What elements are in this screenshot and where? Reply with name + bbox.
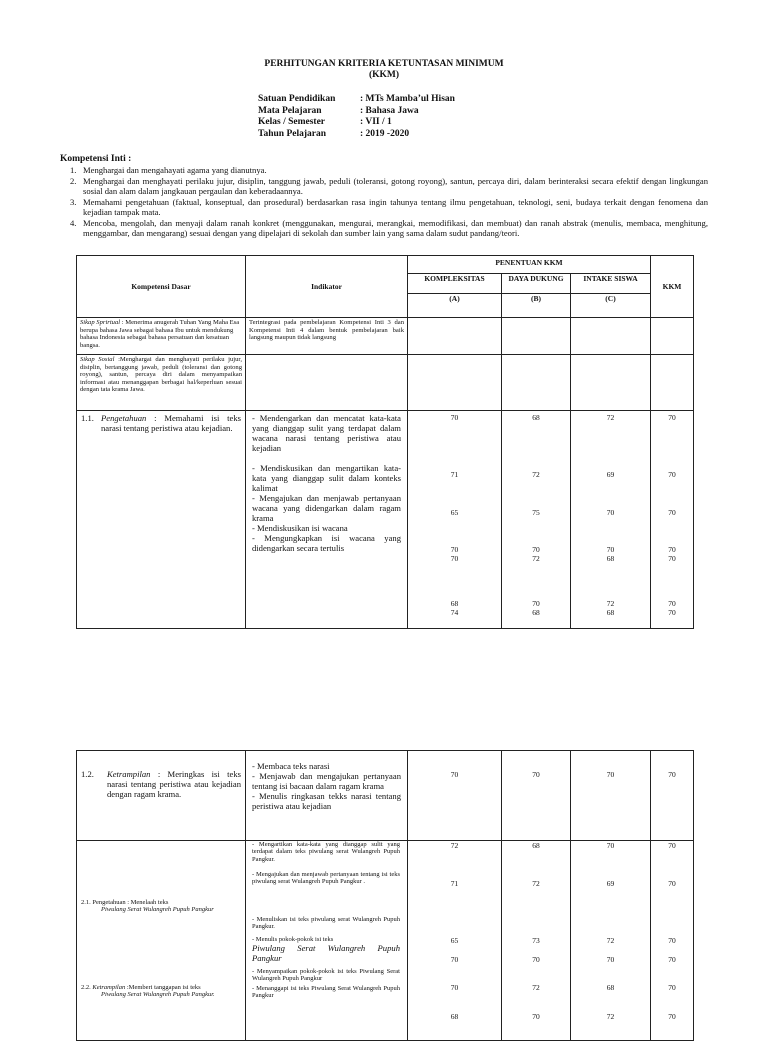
list-number: 4. xyxy=(70,217,77,228)
meta-key: Kelas / Semester xyxy=(258,117,326,127)
indicator-item: - Mengungkapkan isi wacana yang didengarkan secara tertulis xyxy=(252,533,401,553)
list-item xyxy=(60,197,708,218)
value-a: 65 xyxy=(450,508,459,517)
empty-cell xyxy=(651,318,694,355)
meta-value: : VII / 1 xyxy=(360,117,392,127)
value-c: 72 xyxy=(606,936,615,945)
indikator-2 xyxy=(246,841,408,1041)
values-daya-dukung xyxy=(502,411,571,629)
empty-cell xyxy=(571,318,651,355)
indicator-item: - Mendiskusikan isi wacana xyxy=(252,523,348,533)
value-b: 75 xyxy=(532,508,540,517)
col-header-daya-dukung: DAYA DUKUNG xyxy=(502,274,571,294)
values-kkm xyxy=(651,841,694,1041)
doc-meta xyxy=(258,94,455,140)
value-c: 72 xyxy=(606,413,615,422)
value-kkm: 70 xyxy=(668,983,676,992)
col-code-a: (A) xyxy=(408,294,502,318)
value-a: 70 xyxy=(450,554,459,563)
value-b: 70 xyxy=(532,599,540,608)
kd-content xyxy=(107,769,241,799)
indicator-item-big: Piwulang Serat Wulangreh Pupuh Pangkur xyxy=(252,943,400,963)
value-c: 69 xyxy=(606,470,615,479)
kd-text: 2.1. Pengetahuan : Menelaah teks xyxy=(81,899,169,906)
meta-key: Mata Pelajaran xyxy=(258,105,322,116)
kd-number: 1.2. xyxy=(81,769,94,779)
indicator-item: - Menanggapi isi teks Piwulang Serat Wulangreh Pupuh Pangkur xyxy=(252,985,400,1000)
kd-text: :Memberi tanggapan isi teks xyxy=(125,984,201,991)
value-b: 72 xyxy=(532,554,540,563)
indicator-item: - Membaca teks narasi xyxy=(252,761,330,771)
indicator-item: - Menyampaikan pokok-pokok isi teks Piwulang Serat Wulangreh Pupuh Pangkur xyxy=(252,968,400,983)
value-c: 69 xyxy=(606,879,615,888)
col-header-kd: Kompetensi Dasar xyxy=(77,256,246,318)
col-header-kompleksitas: KOMPLEKSITAS xyxy=(408,274,502,294)
value-kkm: 70 xyxy=(668,608,676,617)
kkm-table-2 xyxy=(76,750,694,1041)
value-c: 68 xyxy=(606,608,615,617)
value-a: 68 xyxy=(450,1012,459,1021)
empty-cell xyxy=(651,355,694,411)
value-a: 65 xyxy=(450,936,459,945)
indicator-item: - Menulis pokok-pokok isi teks xyxy=(252,936,334,943)
list-text: Menghargai dan mengahayati agama yang dianutnya. xyxy=(83,165,267,175)
value-b: 68 xyxy=(532,413,540,422)
kd-label: Ketrampilan xyxy=(107,769,151,779)
col-header-indikator: Indikator xyxy=(246,256,408,318)
value-a: 70 xyxy=(450,770,459,779)
indikator-1-1 xyxy=(246,411,408,629)
empty-cell xyxy=(502,355,571,411)
kd-text: : Meringkas isi teks narasi tentang peristiwa atau kejadian dengan ragam krama. xyxy=(107,769,241,799)
col-header-intake: INTAKE SISWA xyxy=(571,274,651,294)
value-c: 70 xyxy=(606,841,615,850)
value-c: 68 xyxy=(606,983,615,992)
value-c: 70 xyxy=(606,955,615,964)
meta-row xyxy=(258,106,455,118)
value-b: 70 xyxy=(532,770,540,779)
value-kkm: 70 xyxy=(668,545,676,554)
indicator-item: - Mendengarkan dan mencatat kata-kata yang dianggap sulit yang terdapat dalam wacana narasi tentang peristiwa atau kejadian xyxy=(252,413,401,453)
kd-1-2 xyxy=(77,751,246,841)
kd-label: Sikap Sprirtual xyxy=(80,319,121,326)
col-code-c: (C) xyxy=(571,294,651,318)
col-header-penentuan: PENENTUAN KKM xyxy=(408,256,651,274)
value-a: 71 xyxy=(450,879,459,888)
value-c: 68 xyxy=(606,554,615,563)
value-kkm: 70 xyxy=(668,955,676,964)
value-b: 70 xyxy=(532,955,540,964)
empty-cell xyxy=(246,355,408,411)
empty-cell xyxy=(408,318,502,355)
kd-row xyxy=(81,413,241,433)
indicator-item: - Mendiskusikan dan mengartikan kata-kata yang dianggap sulit dalam konteks kalimat xyxy=(252,463,401,493)
value-c: 70 xyxy=(606,770,615,779)
meta-key: Tahun Pelajaran xyxy=(258,128,327,139)
values-kompleksitas xyxy=(408,751,502,841)
value-a: 71 xyxy=(450,470,459,479)
value-kkm: 70 xyxy=(668,936,676,945)
meta-value: : Bahasa Jawa xyxy=(360,105,419,116)
list-number: 3. xyxy=(70,196,77,207)
value-b: 68 xyxy=(532,841,540,850)
value-b: 73 xyxy=(532,936,540,945)
kompetensi-inti-heading: Kompetensi Inti : xyxy=(60,154,132,164)
indicator-item: - Mengajukan dan menjawab pertanyaan wacana yang didengarkan dalam ragam krama xyxy=(252,493,401,523)
kd-row xyxy=(81,769,241,799)
value-c: 70 xyxy=(606,545,615,554)
indicator-item: - Menulis ringkasan tekks narasi tentang peristiwa atau kejadian xyxy=(252,791,401,811)
kd-text: : Memahami isi teks narasi tentang peristiwa atau kejadian. xyxy=(101,413,241,433)
value-a: 70 xyxy=(450,545,459,554)
value-b: 72 xyxy=(532,983,540,992)
value-b: 72 xyxy=(532,470,540,479)
col-code-b: (B) xyxy=(502,294,571,318)
kd-2-1-2-2 xyxy=(77,841,246,1041)
kd-text: : Menerima anugerah Tuhan Yang Maha Esa berupa bahasa Jawa sebagai bahasa Ibu untuk mendukung bahasa Indonesia sebagai bahasa persatuan dan kesatuan bangsa. xyxy=(80,319,240,349)
indicator-item: - Mengajukan dan menjawab pertanyaan tentang isi teks piwulang serat Wulangreh Pupuh Pangkur . xyxy=(252,871,400,886)
empty-cell xyxy=(408,355,502,411)
kd-content xyxy=(101,413,241,433)
empty-cell xyxy=(571,355,651,411)
value-kkm: 70 xyxy=(668,770,676,779)
values-intake xyxy=(571,411,651,629)
indikator-sikap-spiritual: Terintegrasi pada pembelajaran Kompetensi Inti 3 dan Kompetensi Inti 4 dalam bentuk pembelajaran baik langsung maupun tidak langsung xyxy=(246,318,408,355)
value-b: 70 xyxy=(532,1012,540,1021)
meta-key: Satuan Pendidikan xyxy=(258,94,336,104)
indicator-item: - Mengartikan kata-kata yang dianggap sulit yang terdapat dalam teks piwulang serat Wulangreh Pupuh Pangkur. xyxy=(252,841,400,863)
value-kkm: 70 xyxy=(668,841,676,850)
list-number: 2. xyxy=(70,175,77,186)
list-item xyxy=(60,176,708,197)
kd-1-1 xyxy=(77,411,246,629)
meta-value: : 2019 -2020 xyxy=(360,128,410,139)
value-c: 72 xyxy=(606,599,615,608)
col-header-kkm: KKM xyxy=(651,256,694,318)
kd-line xyxy=(81,984,241,991)
kd-label: Ketrampilan xyxy=(92,984,126,991)
kd-italic: Piwulang Serat Wulangreh Pupuh Pangkur. xyxy=(101,991,215,999)
value-kkm: 70 xyxy=(668,1012,676,1021)
values-kkm xyxy=(651,411,694,629)
doc-title: PERHITUNGAN KRITERIA KETUNTASAN MINIMUM xyxy=(264,59,504,69)
kd-text: :Menghargai dan menghayati perilaku jujur, disiplin, bertanggung jawab, peduli (toleransi dan gotong royong), santun, percaya diri dalam menyampaikan informasi atau menanggapan berbagai hal/keperluan sesuai dengan tata krama Jawa. xyxy=(80,356,242,394)
value-a: 72 xyxy=(450,841,459,850)
values-daya-dukung xyxy=(502,751,571,841)
kd-sikap-sosial xyxy=(77,355,246,411)
value-kkm: 70 xyxy=(668,554,676,563)
value-a: 70 xyxy=(450,413,459,422)
kd-label: Sikap Sosial xyxy=(80,356,115,363)
value-kkm: 70 xyxy=(668,879,676,888)
list-item xyxy=(60,165,708,176)
doc-subtitle: (KKM) xyxy=(368,70,400,80)
list-number: 1. xyxy=(70,165,77,175)
values-kompleksitas xyxy=(408,411,502,629)
values-kkm xyxy=(651,751,694,841)
value-c: 72 xyxy=(606,1012,615,1021)
kd-label: Pengetahuan xyxy=(101,413,147,423)
value-a: 68 xyxy=(450,599,459,608)
kd-number: 2.2. xyxy=(81,984,91,991)
kd-2-1 xyxy=(81,899,231,914)
value-kkm: 70 xyxy=(668,599,676,608)
value-b: 72 xyxy=(532,879,540,888)
meta-row xyxy=(258,117,455,129)
value-b: 70 xyxy=(532,545,540,554)
value-a: 70 xyxy=(450,983,459,992)
list-item xyxy=(60,218,708,239)
meta-row xyxy=(258,94,455,106)
indicator-item: - Menjawab dan mengajukan pertanyaan tentang isi bacaan dalam ragam krama xyxy=(252,771,401,791)
meta-value: : MTs Mamba’ul Hisan xyxy=(360,94,455,104)
indikator-1-2 xyxy=(246,751,408,841)
value-a: 74 xyxy=(450,608,459,617)
kkm-table-1 xyxy=(76,255,694,629)
values-intake xyxy=(571,841,651,1041)
values-intake xyxy=(571,751,651,841)
value-a: 70 xyxy=(450,955,459,964)
kd-italic: Piwulang Serat Wulangreh Pupuh Pangkur xyxy=(101,906,214,914)
value-c: 70 xyxy=(606,508,615,517)
indicator-item: - Menuliskan isi teks piwulang serat Wulangreh Pupuh Pangkur. xyxy=(252,916,400,931)
kd-2-2 xyxy=(81,984,241,999)
value-kkm: 70 xyxy=(668,470,676,479)
list-text: Menghargai dan menghayati perilaku jujur, disiplin, tanggung jawab, peduli (toleransi, gotong royong), santun, percaya diri, dalam berinteraksi secara efektif dengan lingkungan sosial dan alam dalam jangkauan pergaulan dan keberadaannya. xyxy=(83,175,708,196)
empty-cell xyxy=(502,318,571,355)
meta-row xyxy=(258,129,455,141)
value-kkm: 70 xyxy=(668,508,676,517)
value-kkm: 70 xyxy=(668,413,676,422)
kompetensi-inti-list xyxy=(60,165,708,239)
kd-number: 1.1. xyxy=(81,413,94,423)
list-text: Memahami pengetahuan (faktual, konseptual, dan prosedural) berdasarkan rasa ingin tahunya tentang ilmu pengetahuan, teknologi, seni, budaya terkait dengan fenomena dan kejadian tampak mata. xyxy=(83,196,708,217)
value-b: 68 xyxy=(532,608,540,617)
values-daya-dukung xyxy=(502,841,571,1041)
values-kompleksitas xyxy=(408,841,502,1041)
kd-sikap-spiritual xyxy=(77,318,246,355)
list-text: Mencoba, mengolah, dan menyaji dalam ranah konkret (menggunakan, mengurai, merangkai, memodifikasi, dan membuat) dan ranah abstrak (menulis, membaca, menghitung, menggambar, dan mengarang) sesuai dengan yang dipelajari di sekolah dan sumber lain yang sama dalam sudut pandang/teori. xyxy=(83,217,708,238)
